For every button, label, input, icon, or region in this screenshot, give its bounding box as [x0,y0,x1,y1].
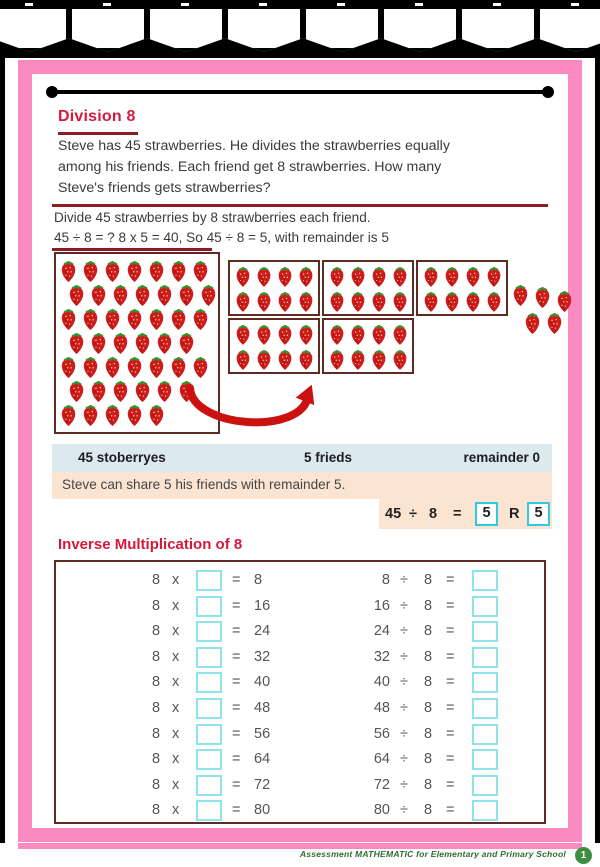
strawberry-icon [192,356,209,383]
multiply-product: 56 [254,725,271,742]
bunting-flag [146,5,226,52]
divide-divisor: 8 [424,674,433,691]
page-title: Division 8 [58,108,136,125]
strawberry-icon [235,349,251,375]
divide-symbol: ÷ [400,776,408,793]
divide-symbol: ÷ [400,597,408,614]
divide-divisor: 8 [424,623,433,640]
strawberry-icon [371,324,387,350]
divide-divisor: 8 [424,648,433,665]
bunting-flag-cap [100,0,114,9]
strawberry-icon [329,349,345,375]
bunting-flag-cap [178,0,192,9]
strawberry-icon [178,284,195,311]
divider-bar [51,90,549,94]
strawberry-icon [148,356,165,383]
multiply-answer-blank[interactable] [196,596,222,617]
strawberry-icon [200,284,217,311]
multiply-symbol: x [172,776,180,793]
divide-equals: = [446,700,455,716]
strawberry-icon [112,332,129,359]
multiply-equals: = [232,700,241,716]
divide-symbol: ÷ [400,802,408,819]
multiply-product: 40 [254,674,271,691]
multiply-symbol: x [172,751,180,768]
strawberry-icon [60,308,77,335]
strawberry-icon [423,291,439,317]
divide-equals: = [446,597,455,614]
strawberry-icon [148,308,165,335]
summary-sentence-band [52,472,552,499]
summary-total: 45 stoberryes [78,450,166,465]
strawberry-icon [126,404,143,431]
divide-symbol: ÷ [400,572,408,588]
bunting-flag [380,5,460,52]
summary-groups: 5 frieds [304,450,353,465]
strawberry-icon [170,260,187,287]
divide-dividend: 16 [373,597,390,614]
divide-divisor: 8 [424,572,433,588]
divide-symbol: ÷ [400,648,408,665]
multiply-symbol: x [172,700,180,716]
divider-dot-right [542,86,554,98]
strawberry-icon [82,308,99,335]
multiply-product: 80 [254,802,271,819]
strawberry-icon [256,291,272,317]
table-row [56,594,544,620]
strawberry-icon [350,324,366,350]
multiply-answer-blank[interactable] [196,647,222,668]
multiply-equals: = [232,648,241,665]
multiply-answer-blank[interactable] [196,775,222,796]
bunting-flag [458,5,538,52]
strawberry-icon [60,356,77,383]
strawberry-icon [235,324,251,350]
divide-answer-blank[interactable] [472,570,498,591]
work-line-1: Divide 45 strawberries by 8 strawberries each friend. [54,210,371,225]
multiply-answer-blank[interactable] [196,570,222,591]
strawberry-icon [329,266,345,292]
bunting-flag [0,5,70,52]
strawberry-icon [60,404,77,431]
multiply-symbol: x [172,623,180,640]
multiply-equals: = [232,623,241,640]
multiply-symbol: x [172,648,180,665]
strawberry-icon [298,291,314,317]
strawberry-icon [465,266,481,292]
strawberry-icon [486,291,502,317]
strawberry-icon [134,380,151,407]
divide-dividend: 80 [373,802,390,819]
divide-dividend: 8 [381,572,390,588]
strawberry-icon [371,266,387,292]
eq-divisor: 8 [429,506,438,522]
divide-divisor: 8 [424,725,433,742]
multiply-answer-blank[interactable] [196,672,222,693]
divide-symbol: ÷ [400,700,408,716]
problem-statement [58,136,542,199]
top-divider-rule [46,86,554,98]
strawberry-icon [68,284,85,311]
strawberry-icon [512,284,529,311]
strawberry-icon [126,356,143,383]
bunting-flag [302,5,382,52]
answer-equation [379,499,552,529]
strawberry-icon [444,266,460,292]
divide-equals: = [446,776,455,793]
strawberry-icon [148,260,165,287]
strawberry-icon [134,332,151,359]
strawberry-icon [298,266,314,292]
strawberry-icon [60,260,77,287]
multiply-factor: 8 [152,572,161,588]
strawberry-icon [82,404,99,431]
multiply-product: 32 [254,648,271,665]
divide-equals: = [446,802,455,819]
divide-symbol: ÷ [400,674,408,691]
table-row [56,773,544,799]
strawberry-icon [192,260,209,287]
divider-dot-left [46,86,58,98]
group-box [322,260,414,316]
multiply-product: 48 [254,700,271,716]
multiply-factor: 8 [152,623,161,640]
strawberry-icon [68,332,85,359]
strawberry-icon [90,332,107,359]
table-row [56,645,544,671]
strawberry-icon [170,356,187,383]
footer-text: Assessment MATHEMATIC for Elementary and Primary School [299,849,566,859]
multiply-factor: 8 [152,776,161,793]
summary-band [52,444,552,472]
strawberry-icon [546,312,563,339]
strawberry-icon [329,291,345,317]
multiply-answer-blank[interactable] [196,621,222,642]
strawberry-icon [134,284,151,311]
strawberry-diagram [32,252,568,440]
strawberry-icon [256,349,272,375]
divide-answer-blank[interactable] [472,724,498,745]
multiply-product: 8 [254,572,263,588]
problem-line-3: Steve's friends gets strawberries? [58,180,271,196]
strawberry-icon [277,266,293,292]
strawberry-icon [126,260,143,287]
divide-dividend: 24 [373,623,390,640]
strawberry-icon [104,404,121,431]
table-row [56,747,544,773]
strawberry-icon [104,356,121,383]
group-box [228,318,320,374]
divide-dividend: 56 [373,725,390,742]
multiply-answer-blank[interactable] [196,749,222,770]
bunting-flag [68,5,148,52]
bunting-flag-cap [334,0,348,9]
divide-equals: = [446,725,455,742]
eq-divide-sign: ÷ [409,506,417,522]
multiply-answer-blank[interactable] [196,698,222,719]
multiply-equals: = [232,674,241,691]
eq-equals: = [453,506,462,522]
multiply-symbol: x [172,597,180,614]
multiply-product: 64 [254,751,271,768]
multiply-symbol: x [172,802,180,819]
divide-answer-blank[interactable] [472,800,498,821]
multiply-factor: 8 [152,674,161,691]
page-frame [18,60,582,842]
problem-line-2: among his friends. Each friend get 8 strawberries. How many [58,159,442,175]
left-black-edge [0,58,5,848]
strawberry-icon [90,380,107,407]
strawberry-icon [486,266,502,292]
strawberry-icon [148,404,165,431]
right-black-edge [595,58,600,848]
page-number-badge: 1 [575,847,592,864]
group-box [228,260,320,316]
strawberry-icon [178,332,195,359]
multiply-symbol: x [172,674,180,691]
eq-quotient-box[interactable]: 5 [475,502,498,526]
divide-answer-blank[interactable] [472,647,498,668]
divide-dividend: 32 [373,648,390,665]
multiply-equals: = [232,597,241,614]
multiply-answer-blank[interactable] [196,724,222,745]
eq-dividend: 45 [385,506,402,522]
strawberry-icon [465,291,481,317]
multiply-answer-blank[interactable] [196,800,222,821]
strawberry-icon [298,349,314,375]
divide-equals: = [446,572,455,588]
divide-answer-blank[interactable] [472,775,498,796]
page-footer [0,843,600,867]
divide-divisor: 8 [424,802,433,819]
divide-divisor: 8 [424,700,433,716]
strawberry-icon [104,308,121,335]
problem-line-1: Steve has 45 strawberries. He divides the strawberries equally [58,138,450,154]
strawberry-icon [256,324,272,350]
strawberry-icon [277,291,293,317]
strawberry-icon [82,260,99,287]
divide-symbol: ÷ [400,751,408,768]
multiply-equals: = [232,572,241,588]
multiply-factor: 8 [152,648,161,665]
divide-equals: = [446,623,455,640]
title-underline [58,132,138,135]
eq-r-label: R [509,506,520,522]
divide-dividend: 48 [373,700,390,716]
strawberry-icon [126,308,143,335]
work-line-2: 45 ÷ 8 = ? 8 x 5 = 40, So 45 ÷ 8 = 5, with remainder is 5 [54,230,389,245]
strawberry-icon [156,284,173,311]
curved-arrow-icon [182,382,322,442]
strawberry-icon [82,356,99,383]
divide-dividend: 64 [373,751,390,768]
strawberry-icon [534,286,551,313]
multiply-factor: 8 [152,751,161,768]
strawberry-icon [371,291,387,317]
rule-above-work [52,204,548,207]
divide-divisor: 8 [424,597,433,614]
strawberry-icon [423,266,439,292]
strawberry-icon [68,380,85,407]
divide-dividend: 72 [373,776,390,793]
bunting-flag-cap [22,0,36,9]
multiply-factor: 8 [152,725,161,742]
divide-answer-blank[interactable] [472,596,498,617]
divide-dividend: 40 [373,674,390,691]
strawberry-icon [371,349,387,375]
divide-answer-blank[interactable] [472,621,498,642]
worked-solution [54,208,554,248]
group-box [416,260,508,316]
strawberry-icon [170,308,187,335]
strawberry-icon [444,291,460,317]
summary-sentence: Steve can share 5 his friends with remainder 5. [62,477,346,492]
bunting-flag [536,5,600,52]
strawberry-icon [90,284,107,311]
bunting-flag-cap [490,0,504,9]
multiply-product: 24 [254,623,271,640]
divide-answer-blank[interactable] [472,698,498,719]
multiply-product: 72 [254,776,271,793]
bunting-flag [224,5,304,52]
divide-divisor: 8 [424,751,433,768]
multiply-factor: 8 [152,597,161,614]
strawberry-icon [524,312,541,339]
divide-equals: = [446,751,455,768]
strawberry-icon [350,266,366,292]
strawberry-icon [277,349,293,375]
strawberry-icon [256,266,272,292]
strawberry-icon [235,266,251,292]
worksheet-sheet [32,74,568,828]
table-row [56,696,544,722]
strawberry-icon [156,380,173,407]
table-row [56,798,544,824]
divide-equals: = [446,674,455,691]
strawberry-icon [392,291,408,317]
strawberry-icon [350,291,366,317]
multiply-equals: = [232,776,241,793]
divide-equals: = [446,648,455,665]
eq-remainder-box[interactable]: 5 [527,502,550,526]
strawberry-icon [329,324,345,350]
strawberry-icon [298,324,314,350]
bunting-flag-cap [412,0,426,9]
multiply-factor: 8 [152,802,161,819]
divide-symbol: ÷ [400,623,408,640]
multiply-symbol: x [172,572,180,588]
inverse-multiplication-heading: Inverse Multiplication of 8 [58,536,243,553]
divide-answer-blank[interactable] [472,749,498,770]
summary-remainder: remainder 0 [463,450,540,465]
strawberry-icon [350,349,366,375]
bunting-flag-cap [256,0,270,9]
strawberry-icon [192,308,209,335]
divide-symbol: ÷ [400,725,408,742]
table-row [56,619,544,645]
multiply-equals: = [232,751,241,768]
strawberry-icon [235,291,251,317]
strawberry-icon [112,284,129,311]
divide-divisor: 8 [424,776,433,793]
multiply-equals: = [232,802,241,819]
rule-below-work [52,248,212,251]
bunting-flag-cap [568,0,582,9]
strawberry-icon [392,349,408,375]
group-box [322,318,414,374]
multiply-symbol: x [172,725,180,742]
table-row [56,670,544,696]
strawberry-icon [392,324,408,350]
inverse-multiplication-table [54,560,546,824]
divide-answer-blank[interactable] [472,672,498,693]
table-row [56,722,544,748]
remainder-strawberries [512,284,582,354]
strawberry-icon [104,260,121,287]
strawberry-icon [277,324,293,350]
multiply-equals: = [232,725,241,742]
strawberry-icon [112,380,129,407]
multiply-product: 16 [254,597,271,614]
strawberry-icon [392,266,408,292]
multiply-factor: 8 [152,700,161,716]
bunting-decoration [0,0,600,58]
strawberry-icon [156,332,173,359]
table-row [56,568,544,594]
